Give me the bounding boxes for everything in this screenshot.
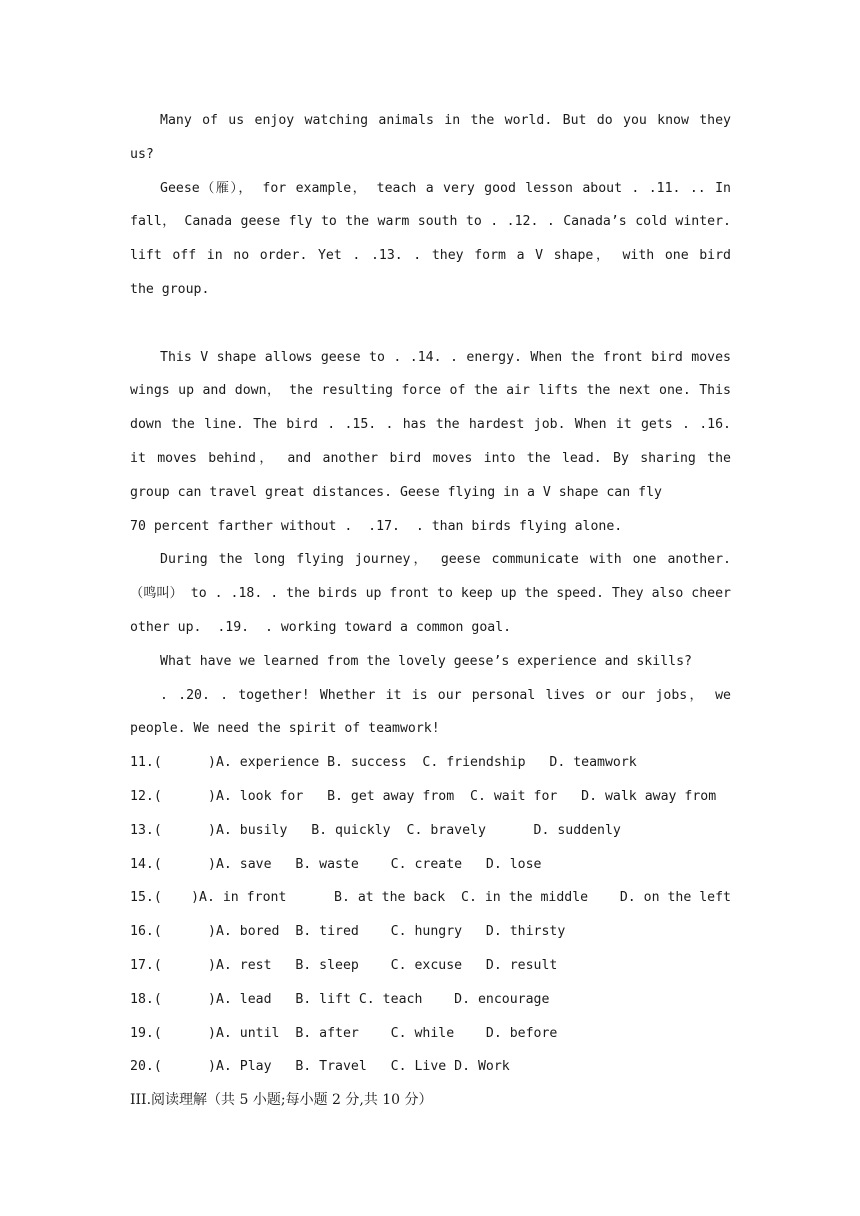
answer-blank[interactable]: [162, 881, 191, 915]
answer-paren-close: ): [208, 1059, 216, 1075]
answer-paren-close: ): [208, 822, 216, 838]
answer-blank[interactable]: [170, 780, 208, 814]
question-row: [130, 814, 731, 848]
question-list: [130, 746, 731, 1084]
question-number: 19.(: [130, 1025, 162, 1041]
question-number: 11.(: [130, 755, 162, 771]
passage-line: During the long flying journey， geese communicate with one another.: [160, 552, 731, 568]
passage-line: wings up and down， the resulting force of the air lifts the next one. This: [130, 383, 731, 399]
answer-options: A. experience B. success C. friendship D. teamwork: [215, 755, 637, 771]
question-row: [130, 915, 731, 949]
answer-options: A. busily B. quickly C. bravely D. suddenly: [215, 822, 621, 838]
answer-paren-close: ): [208, 957, 216, 973]
passage-line: down the line. The bird . .15. . has the hardest job. When it gets . .16.: [130, 417, 731, 433]
answer-options: A. in front B. at the back C. in the middle D. on the left: [199, 890, 731, 906]
question-number: 13.(: [130, 822, 162, 838]
answer-options: A. until B. after C. while D. before: [215, 1025, 558, 1041]
answer-blank[interactable]: [170, 814, 208, 848]
answer-paren-close: ): [208, 856, 216, 872]
answer-paren-close: ): [208, 991, 216, 1007]
passage-line: it moves behind， and another bird moves into the lead. By sharing the: [130, 450, 731, 466]
passage-line: Many of us enjoy watching animals in the world. But do you know they: [160, 113, 731, 128]
question-row: [130, 881, 731, 915]
document-page: [130, 104, 731, 1118]
question-row: [130, 1050, 731, 1084]
answer-paren-close: ): [208, 924, 216, 940]
passage-line: 70 percent farther without . .17. . than birds flying alone.: [130, 518, 623, 534]
section-heading: III.阅读理解（共 5 小题;每小题 2 分,共 10 分）: [130, 1092, 433, 1109]
question-row: [130, 1017, 731, 1051]
question-row: [130, 780, 731, 814]
answer-blank[interactable]: [170, 746, 208, 780]
question-number: 16.(: [130, 924, 162, 940]
answer-blank[interactable]: [170, 848, 208, 882]
answer-options: A. rest B. sleep C. excuse D. result: [215, 957, 558, 973]
question-row: [130, 848, 731, 882]
question-number: 20.(: [130, 1059, 162, 1075]
answer-paren-close: ): [208, 788, 216, 804]
answer-blank[interactable]: [170, 983, 208, 1017]
answer-blank[interactable]: [170, 1017, 208, 1051]
passage-line: us?: [130, 146, 154, 162]
passage-line: people. We need the spirit of teamwork!: [130, 721, 440, 737]
question-row: [130, 949, 731, 983]
passage-line: other up. .19. . working toward a common goal.: [130, 619, 512, 635]
answer-blank[interactable]: [170, 1050, 208, 1084]
passage-line: What have we learned from the lovely geese’s experience and skills?: [160, 653, 692, 669]
passage-line: This V shape allows geese to . .14. . energy. When the front bird moves: [160, 349, 731, 365]
cloze-passage: [130, 104, 731, 746]
passage-line: fall， Canada geese fly to the warm south to . .12. . Canada’s cold winter.: [130, 214, 731, 230]
answer-blank[interactable]: [170, 949, 208, 983]
answer-paren-close: ): [208, 755, 216, 771]
passage-line: the group.: [130, 281, 210, 297]
passage-line: （鸣叫） to . .18. . the birds up front to keep up the speed. They also cheer: [130, 586, 731, 602]
passage-line: lift off in no order. Yet . .13. . they form a V shape， with one bird: [130, 248, 731, 264]
answer-options: A. look for B. get away from C. wait for D. walk away from: [215, 788, 717, 804]
question-number: 18.(: [130, 991, 162, 1007]
answer-options: A. Play B. Travel C. Live D. Work: [215, 1059, 510, 1075]
passage-line: Geese（雁）， for example， teach a very good lesson about . .11. .. In: [160, 180, 731, 196]
answer-options: A. bored B. tired C. hungry D. thirsty: [215, 924, 566, 940]
question-number: 12.(: [130, 788, 162, 804]
answer-options: A. save B. waste C. create D. lose: [215, 856, 542, 872]
answer-options: A. lead B. lift C. teach D. encourage: [215, 991, 550, 1007]
question-number: 14.(: [130, 856, 162, 872]
passage-line: group can travel great distances. Geese flying in a V shape can fly: [130, 484, 662, 500]
passage-line: . .20. . together! Whether it is our personal lives or our jobs， we: [160, 687, 731, 703]
blank-line: [130, 307, 731, 341]
question-number: 15.(: [130, 890, 162, 906]
question-number: 17.(: [130, 957, 162, 973]
question-row: [130, 746, 731, 780]
question-row: [130, 983, 731, 1017]
answer-blank[interactable]: [170, 915, 208, 949]
answer-paren-close: ): [191, 890, 200, 906]
answer-paren-close: ): [208, 1025, 216, 1041]
